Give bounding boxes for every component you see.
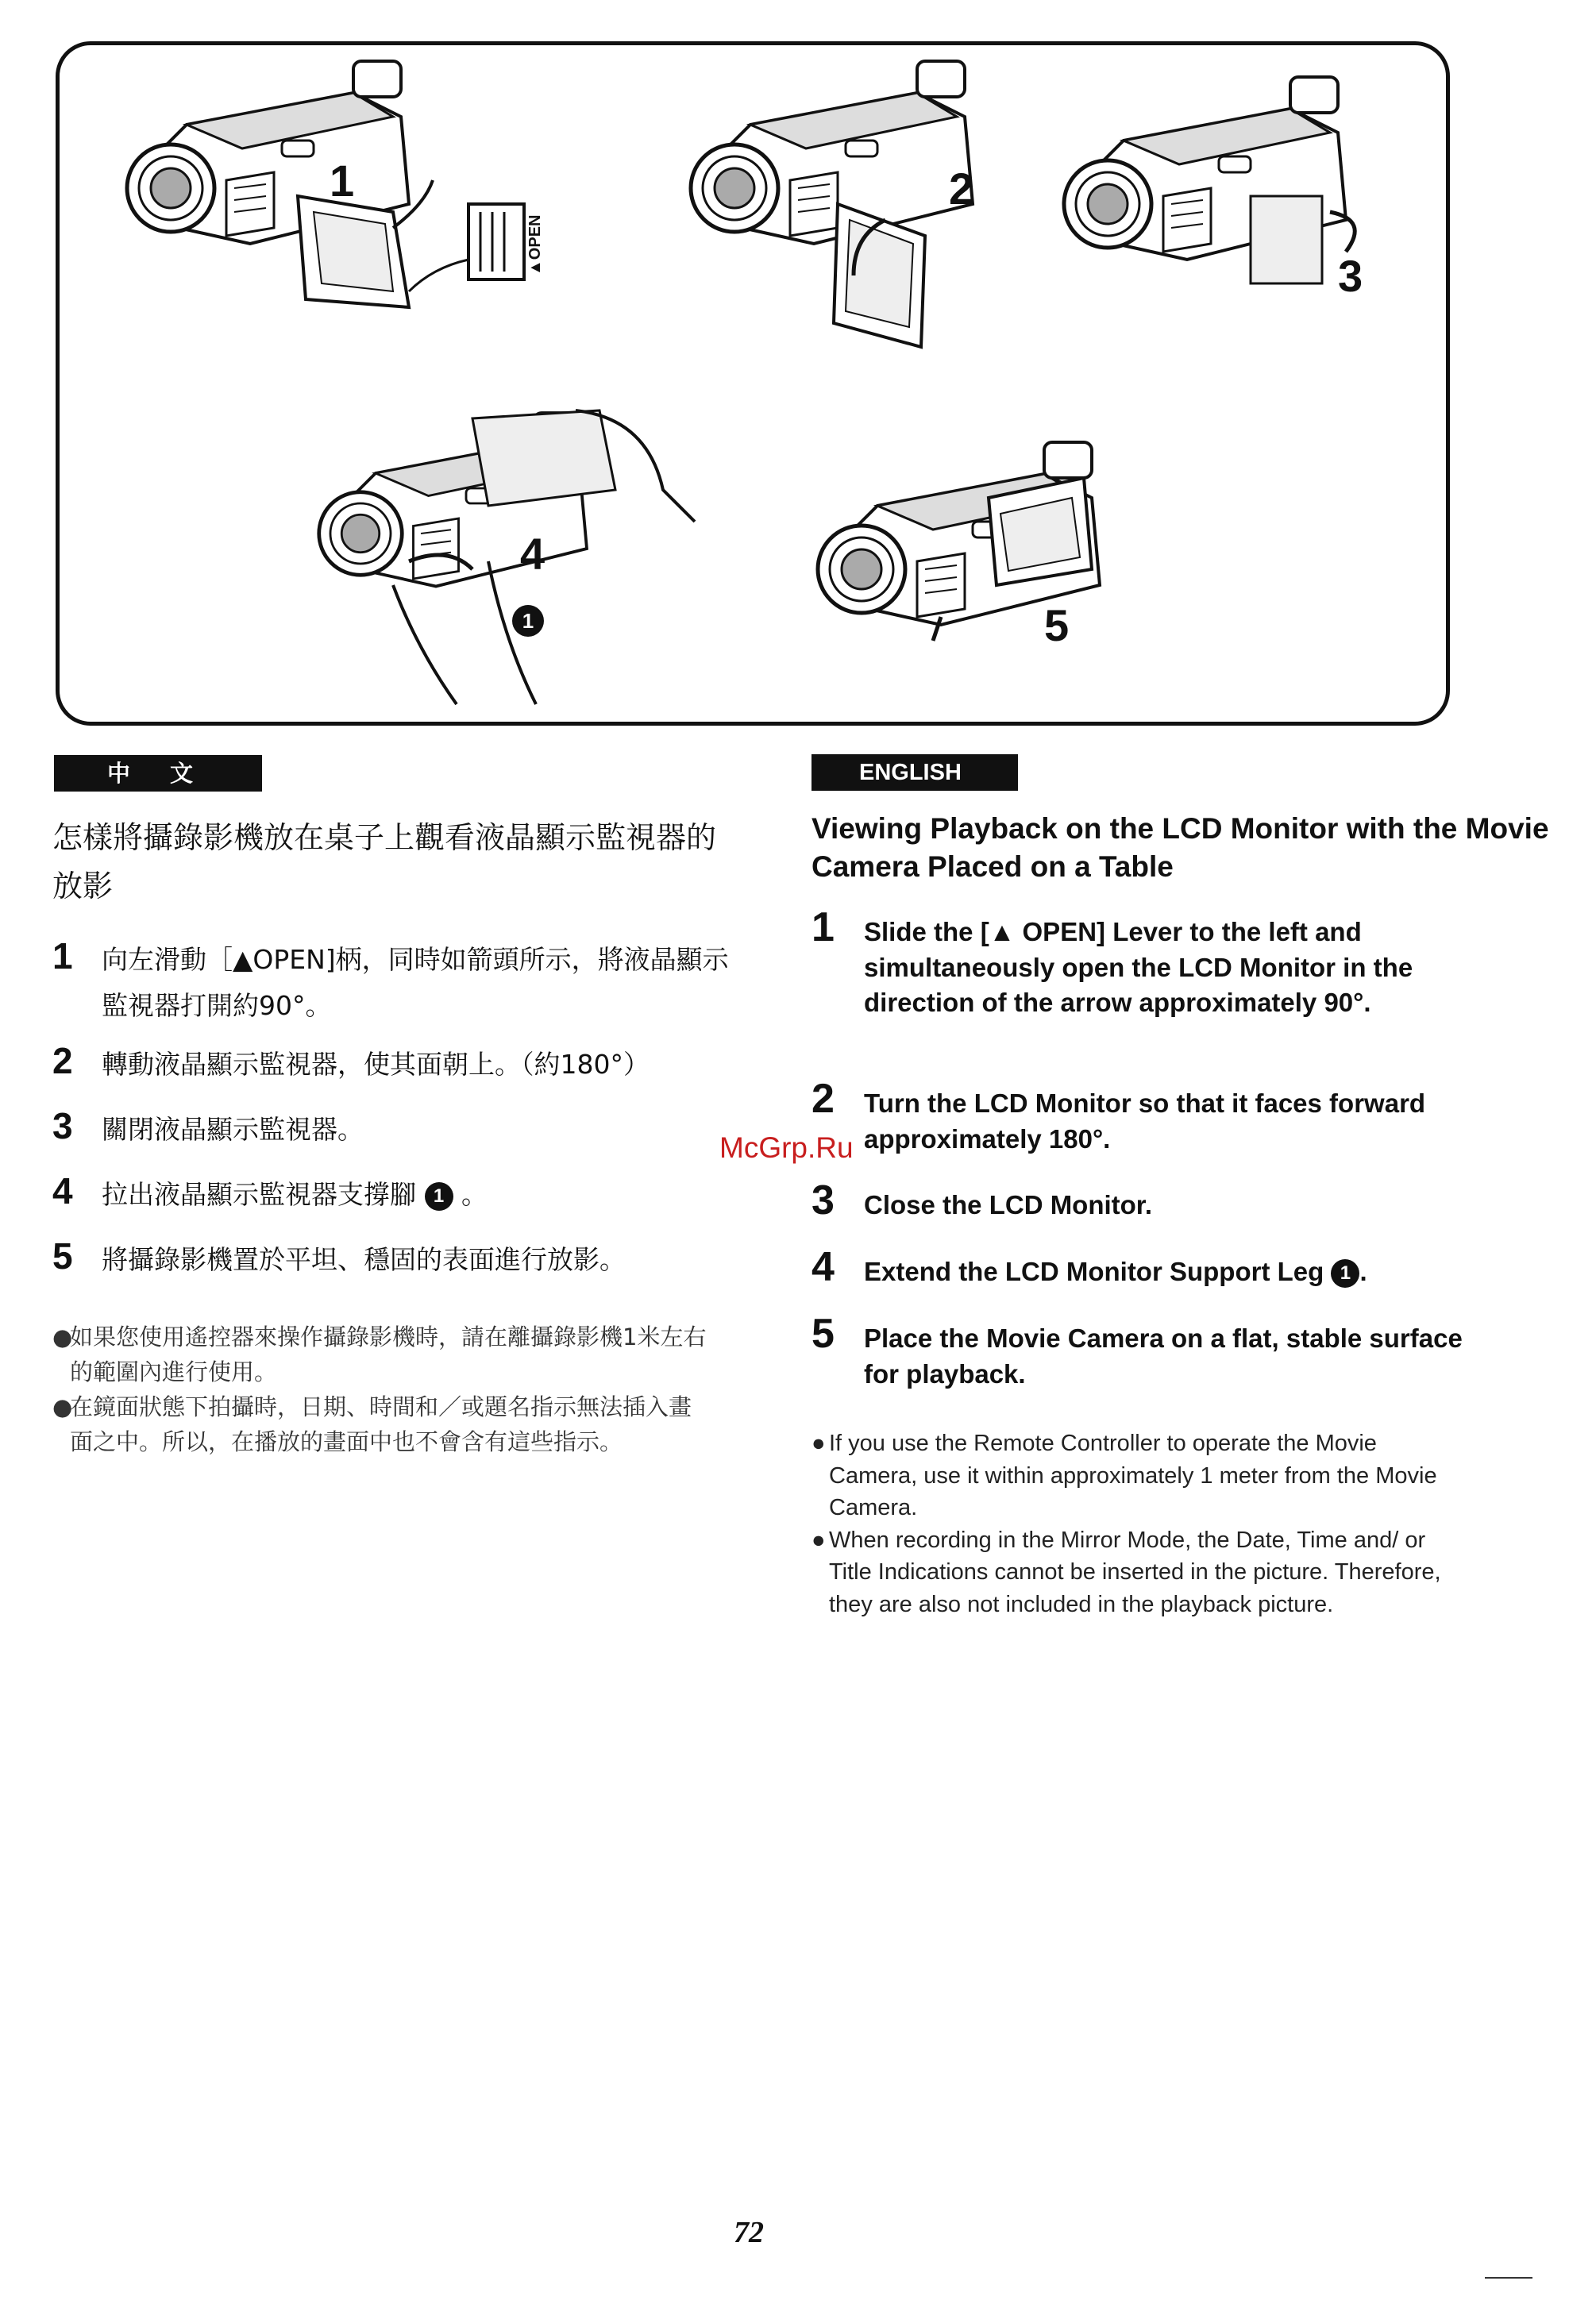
step-text: 關閉液晶顯示監視器。 [102,1114,364,1145]
bullet-icon: ● [52,1393,73,1420]
chinese-section-label: 中 文 [54,755,262,792]
step-text: 向左滑動［▲OPEN]柄，同時如箭頭所示，將液晶顯示監視器打開約90°。 [102,944,729,1021]
step-text: Extend the LCD Monitor Support Leg 1 . [864,1254,1467,1290]
figure-label-5: 5 [1044,600,1070,650]
step-number: 3 [811,1177,835,1223]
illustration-step-4 [319,410,695,704]
step-number: 2 [811,1076,835,1122]
step-number: 1 [811,904,835,950]
english-section-label: ENGLISH [811,754,1018,791]
step-text: 轉動液晶顯示監視器，使其面朝上。（約180°） [102,1049,650,1080]
open-lever-label: ▲OPEN [526,214,544,275]
bullet-icon: ● [811,1527,826,1553]
step-number: 4 [52,1170,73,1212]
illustration-step-2 [691,61,973,347]
page-number: 72 [734,2216,764,2249]
english-notes [811,1427,1471,1620]
step-number: 2 [52,1040,73,1081]
step-text: 拉出液晶顯示監視器支撐腳 1 。 [102,1179,488,1210]
english-title: Viewing Playback on the LCD Monitor with the Movie Camera Placed on a Table [811,812,1549,883]
step-number: 4 [811,1244,835,1290]
step-number: 3 [52,1105,73,1146]
step-number: 5 [811,1311,835,1357]
note-item: ● If you use the Remote Controller to operate the Movie Camera, use it within approximately 1 meter from the Movie Camera. [811,1427,1471,1524]
step-number: 1 [52,935,73,977]
support-leg-marker-icon: 1 [425,1182,453,1211]
figure-label-3: 3 [1338,251,1363,301]
chinese-notes [52,1320,711,1459]
figure-label-4: 4 [520,529,545,579]
figure-label-1: 1 [330,156,355,206]
step-text: Place the Movie Camera on a flat, stable surface for playback. [864,1323,1463,1389]
illustration-step-3 [1064,77,1363,301]
support-leg-marker-number: 1 [522,609,534,633]
bullet-icon: ● [811,1431,826,1456]
watermark: McGrp.Ru [719,1131,854,1164]
illustration-step-5 [818,442,1100,650]
support-leg-marker-icon: 1 [1331,1259,1359,1288]
note-item: ● 如果您使用遙控器來操作攝錄影機時，請在離攝錄影機1米左右的範圍內進行使用。 [52,1320,711,1389]
step-number: 5 [52,1235,73,1277]
bullet-icon: ● [52,1323,73,1350]
note-item: ● When recording in the Mirror Mode, the Date, Time and/ or Title Indications cannot be inserted in the picture. Therefore, they are also not included in the playback picture. [811,1524,1471,1621]
corner-mark [1485,2277,1532,2279]
figure-label-2: 2 [949,164,974,214]
camcorder-illustrations [60,45,1454,730]
step-text: Turn the LCD Monitor so that it faces forward approximately 180°. [864,1088,1426,1154]
illustration-panel [56,41,1450,726]
step-text: Close the LCD Monitor. [864,1190,1152,1219]
illustration-step-1 [127,61,544,307]
step-text: Slide the [▲ OPEN] Lever to the left and simultaneously open the LCD Monitor in the direction of the arrow approximately 90°. [864,917,1413,1017]
chinese-title: 怎樣將攝錄影機放在桌子上觀看液晶顯示監視器的放影 [52,820,717,903]
note-item: ● 在鏡面狀態下拍攝時，日期、時間和／或題名指示無法插入畫面之中。所以，在播放的畫面中也不會含有這些指示。 [52,1389,711,1459]
step-text: 將攝錄影機置於平坦、穩固的表面進行放影。 [102,1244,626,1275]
